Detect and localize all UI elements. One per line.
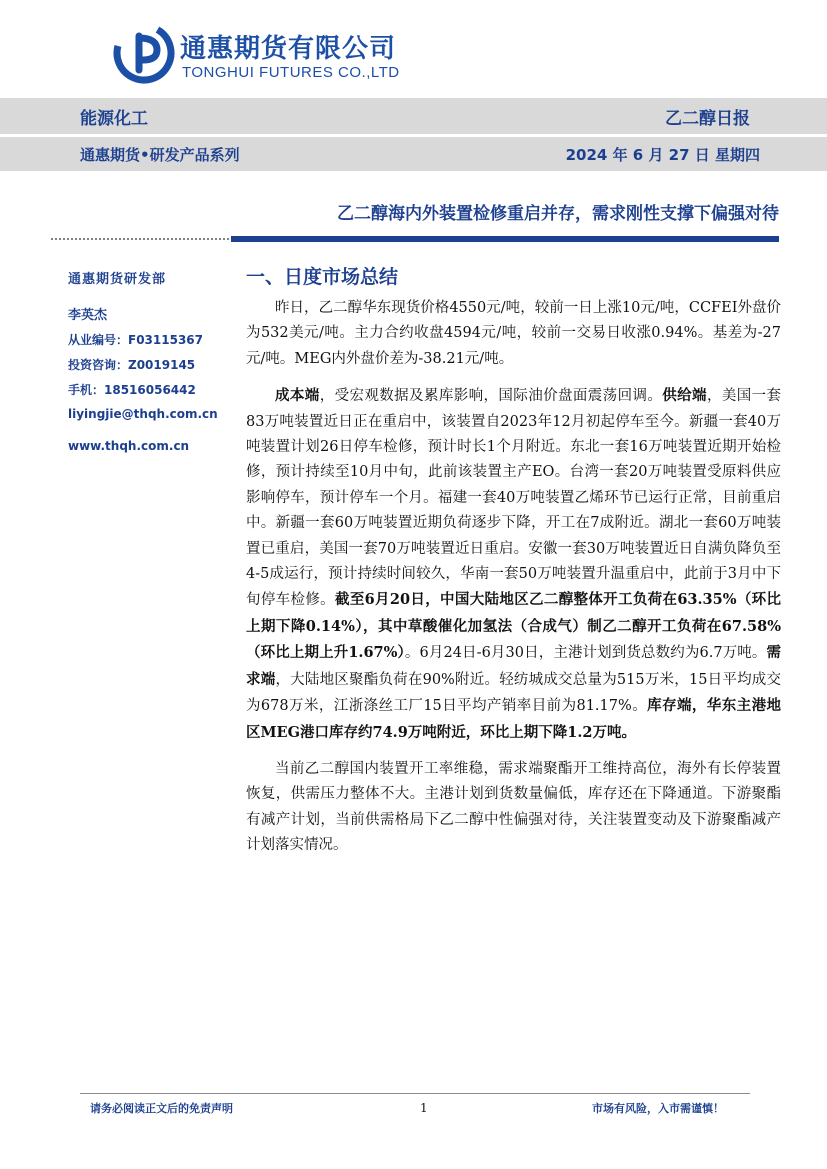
inventory-text: 库存端，华东主港地区MEG港口库存约74.9万吨附近，环比上期下降1.2万吨。 — [246, 697, 781, 741]
dotted-rule — [50, 237, 230, 241]
consult-number: 投资咨询：Z0019145 — [68, 358, 196, 372]
company-name-en: TONGHUI FUTURES CO.,LTD — [182, 64, 400, 81]
company-logo-icon — [113, 22, 175, 84]
headline-rule — [231, 236, 779, 242]
website: www.thqh.com.cn — [68, 439, 190, 453]
cost-text: ，受宏观数据及累库影响，国际油价盘面震荡回调。 — [319, 388, 663, 405]
paragraph-prices: 昨日，乙二醇华东现货价格4550元/吨，较前一日上涨10元/吨，CCFEI外盘价为532美元/吨。主力合约收盘4594元/吨，较前一交易日收涨0.94%。基差为-27元/吨。MEG内外盘价差为-38.21元/吨。 — [246, 300, 781, 367]
supply-text: ，美国一套83万吨装置近日正在重启中，该装置自2023年12月初起停车至今。新疆一套40万吨装置计划26日停车检修，预计时长1个月附近。东北一套16万吨装置近期开始检修，预计持续至10月中旬，此前该装置主产EO。台湾一套20万吨装置受原料供应影响停车，预计停车一个月。福建一套40万吨装置乙烯环节已运行正常，目前重启中。新疆一套60万吨装置近期负荷逐步下降，开工在7成附近。湖北一套60万吨装置已重启，美国一套70万吨装置近日重启。安徽一套30万吨装置近日自满负降负至4-5成运行，预计持续时间较久，华南一套50万吨装置升温重启中，此前于3月中下旬停车检修。 — [246, 388, 782, 609]
disclaimer-note: 请务必阅读正文后的免责声明 — [90, 1102, 233, 1115]
company-name-cn: 通惠期货有限公司 — [180, 34, 397, 64]
author-sidebar — [68, 268, 228, 453]
arrivals-text: 。6月24日-6月30日，主港计划到货总数约为6.7万吨。 — [404, 645, 767, 662]
supply-label: 供给端 — [662, 387, 707, 405]
license-number: 从业编号：F03115367 — [68, 333, 203, 347]
operating-rate-text: 截至6月20日，中国大陆地区乙二醇整体开工负荷在63.35%（环比上期下降0.14%），其中草酸催化加氢法（合成气）制乙二醇开工负荷在67.58%（环比上期上升1.67%） — [246, 591, 782, 662]
demand-label: 需求端 — [246, 644, 782, 688]
risk-warning: 市场有风险，入市需谨慎！ — [592, 1102, 724, 1115]
phone-number: 手机：18516056442 — [68, 383, 196, 397]
page-number: 1 — [420, 1101, 428, 1115]
report-date: 2024 年 6 月 27 日 星期四 — [565, 146, 760, 164]
footer-rule — [80, 1093, 750, 1094]
cost-label: 成本端 — [275, 387, 320, 405]
email-address: liyingjie@thqh.com.cn — [68, 407, 218, 421]
report-body — [246, 296, 781, 859]
analyst-name: 李英杰 — [68, 308, 108, 323]
report-type: 乙二醇日报 — [665, 109, 750, 129]
report-headline: 乙二醇海内外装置检修重启并存，需求刚性支撑下偏强对待 — [337, 204, 779, 224]
band-divider — [0, 134, 827, 136]
paragraph-outlook: 当前乙二醇国内装置开工率维稳，需求端聚酯开工维持高位，海外有长停装置恢复，供需压力整体不大。主港计划到货数量偏低，库存还在下降通道。下游聚酯有减产计划，当前供需格局下乙二醇中性偏强对待，关注装置变动及下游聚酯减产计划落实情况。 — [246, 760, 781, 854]
section-title: 一、日度市场总结 — [246, 266, 399, 288]
paragraph-fundamentals — [246, 383, 781, 746]
demand-text: ，大陆地区聚酯负荷在90%附近。轻纺城成交总量为515万米，15日平均成交为678万米，江浙涤丝工厂15日平均产销率目前为81.17%。 — [246, 671, 781, 715]
report-category: 能源化工 — [80, 109, 148, 129]
product-series: 通惠期货•研发产品系列 — [80, 146, 240, 164]
research-dept: 通惠期货研发部 — [68, 272, 167, 287]
